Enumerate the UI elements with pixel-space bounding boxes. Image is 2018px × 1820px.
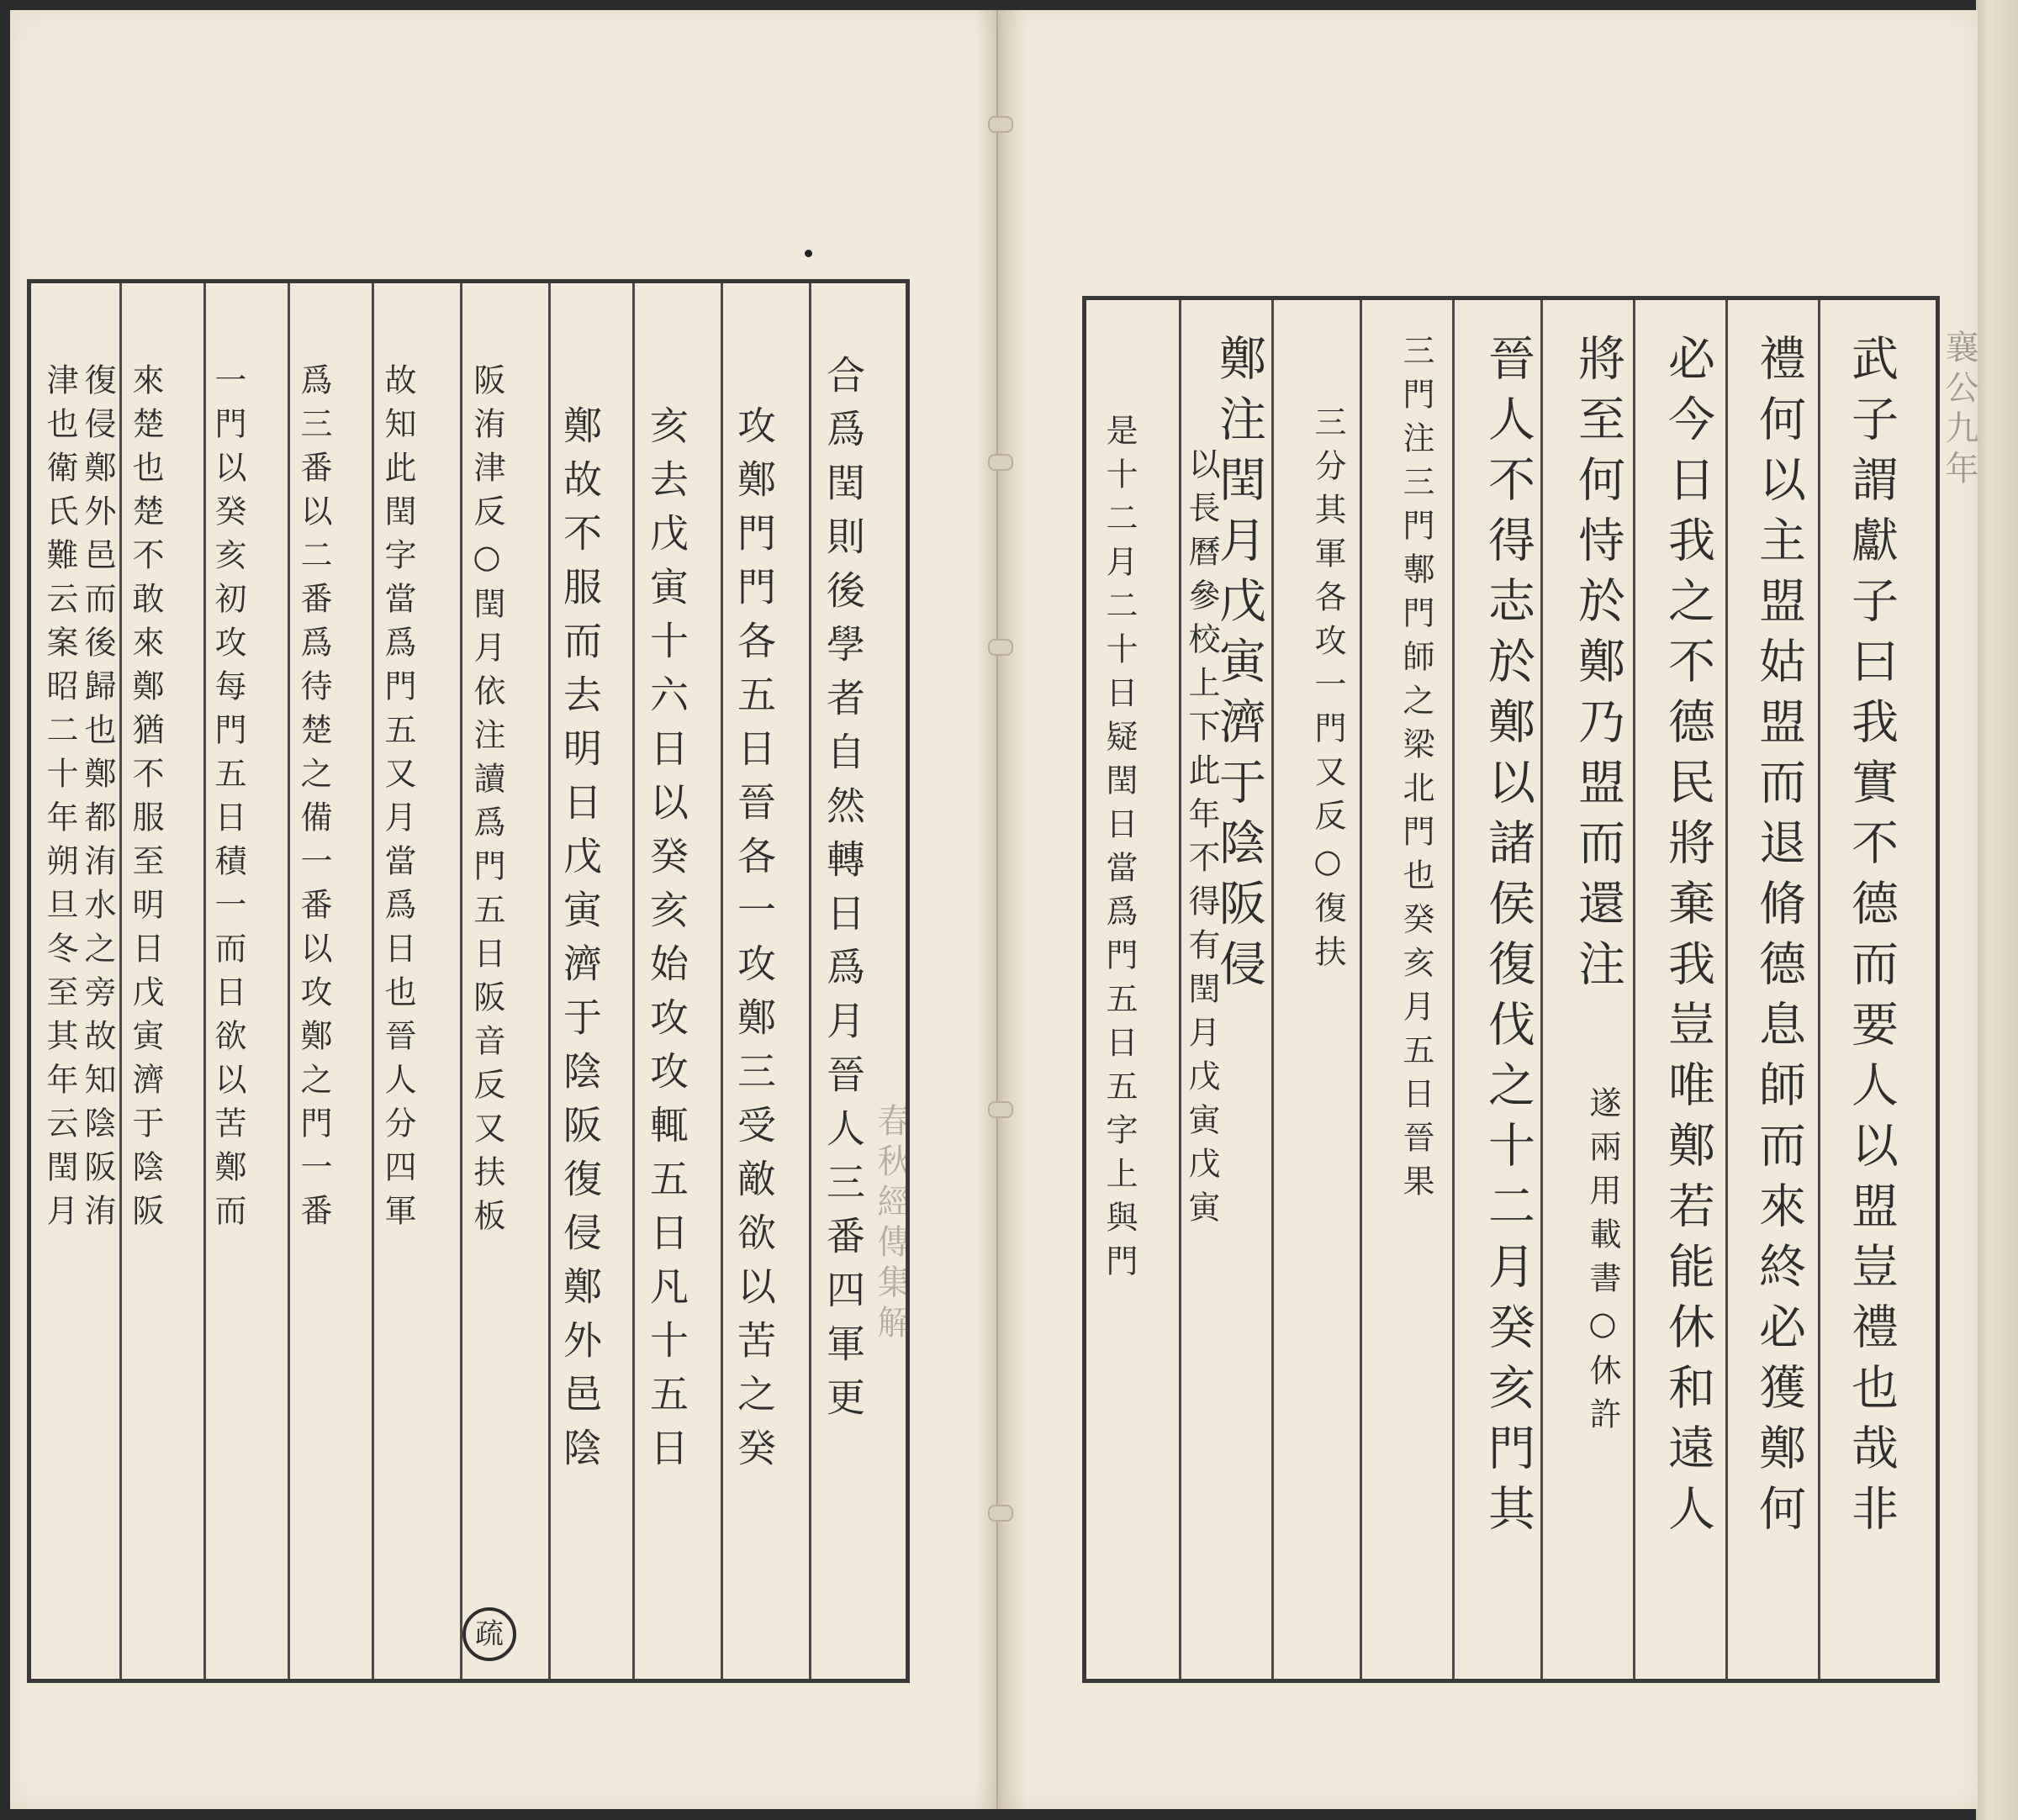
section-mark-label: 疏 bbox=[475, 1617, 504, 1651]
binding-stitch bbox=[988, 116, 1013, 133]
binding-stitch bbox=[988, 454, 1013, 471]
column-rule bbox=[721, 283, 723, 1679]
text-column: 鄭故不服而去明日戊寅濟于陰阪復侵鄭外邑陰 bbox=[557, 405, 603, 1481]
column-rule bbox=[203, 283, 206, 1679]
book-gutter bbox=[975, 10, 1026, 1809]
text-column: 將至何恃於鄭乃盟而還注 bbox=[1571, 334, 1625, 1000]
column-rule bbox=[1818, 300, 1820, 1679]
column-rule bbox=[1179, 300, 1181, 1679]
text-column: 必今日我之不德民將棄我豈唯鄭若能休和遠人 bbox=[1661, 334, 1715, 1544]
column-rule bbox=[1633, 300, 1635, 1679]
margin-note: 襄公九年 bbox=[1940, 330, 1978, 491]
binding-stitch bbox=[988, 639, 1013, 656]
annotation-column: 遂兩用載書○休許 bbox=[1584, 1086, 1621, 1441]
text-column: 復侵鄭外邑而後歸也鄭都洧水之旁故知陰阪洧 bbox=[79, 363, 116, 1237]
text-column: 晉人不得志於鄭以諸侯復伐之十二月癸亥門其 bbox=[1481, 334, 1535, 1544]
column-rule bbox=[1271, 300, 1274, 1679]
text-column: 以長曆參校上下此年不得有閏月戊寅戊寅 bbox=[1183, 447, 1220, 1234]
next-page-edge bbox=[1976, 0, 2018, 1820]
column-rule bbox=[460, 283, 462, 1679]
column-rule bbox=[632, 283, 635, 1679]
text-column: 一門以癸亥初攻每門五日積一而日欲以苦鄭而 bbox=[209, 363, 246, 1237]
text-column: 來楚也楚不敢來鄭猶不服至明日戊寅濟于陰阪 bbox=[127, 363, 164, 1237]
binding-stitch bbox=[988, 1505, 1013, 1522]
text-column: 鄭注閏月戊寅濟于陰阪侵 bbox=[1212, 334, 1266, 1000]
text-column: 故知此閏字當爲門五又月當爲日也晉人分四軍 bbox=[379, 363, 416, 1237]
column-rule bbox=[288, 283, 290, 1679]
column-rule bbox=[809, 283, 811, 1679]
margin-note: 春秋經傳集解 bbox=[872, 1103, 911, 1345]
binding-stitch bbox=[988, 1101, 1013, 1118]
text-column: 合爲閏則後學者自然轉日爲月晉人三番四軍更 bbox=[821, 355, 866, 1431]
text-column: 爲三番以二番爲待楚之備一番以攻鄭之門一番 bbox=[295, 363, 332, 1237]
section-mark-badge bbox=[462, 1607, 516, 1661]
text-column: 三分其軍各攻一門又反○復扶 bbox=[1309, 405, 1346, 979]
text-column: 禮何以主盟姑盟而退脩德息師而來終必獲鄭何 bbox=[1751, 334, 1806, 1544]
text-column: 津也衛氏難云案昭二十年朔旦冬至其年云閏月 bbox=[41, 363, 78, 1237]
column-rule bbox=[372, 283, 374, 1679]
right-page bbox=[996, 10, 1978, 1809]
left-page bbox=[10, 10, 1004, 1809]
column-rule bbox=[1452, 300, 1455, 1679]
column-rule bbox=[1725, 300, 1728, 1679]
column-rule bbox=[1540, 300, 1543, 1679]
text-column: 阪洧津反○閏月依注讀爲門五日阪音反又扶板 bbox=[468, 363, 505, 1242]
text-column: 是十二月二十日疑閏日當爲門五日五字上與門 bbox=[1101, 414, 1138, 1288]
column-rule bbox=[548, 283, 551, 1679]
column-rule bbox=[119, 283, 122, 1679]
text-column: 武子謂獻子曰我實不德而要人以盟豈禮也哉非 bbox=[1844, 334, 1899, 1544]
text-column: 攻鄭門門各五日晉各一攻鄭三受敵欲以苦之癸 bbox=[732, 405, 777, 1481]
text-column: 亥去戊寅十六日以癸亥始攻攻輒五日凡十五日 bbox=[644, 405, 689, 1481]
ink-spot bbox=[805, 250, 812, 257]
column-rule bbox=[1360, 300, 1362, 1679]
text-column: 三門注三門鄟門師之梁北門也癸亥月五日晉果 bbox=[1397, 334, 1434, 1208]
